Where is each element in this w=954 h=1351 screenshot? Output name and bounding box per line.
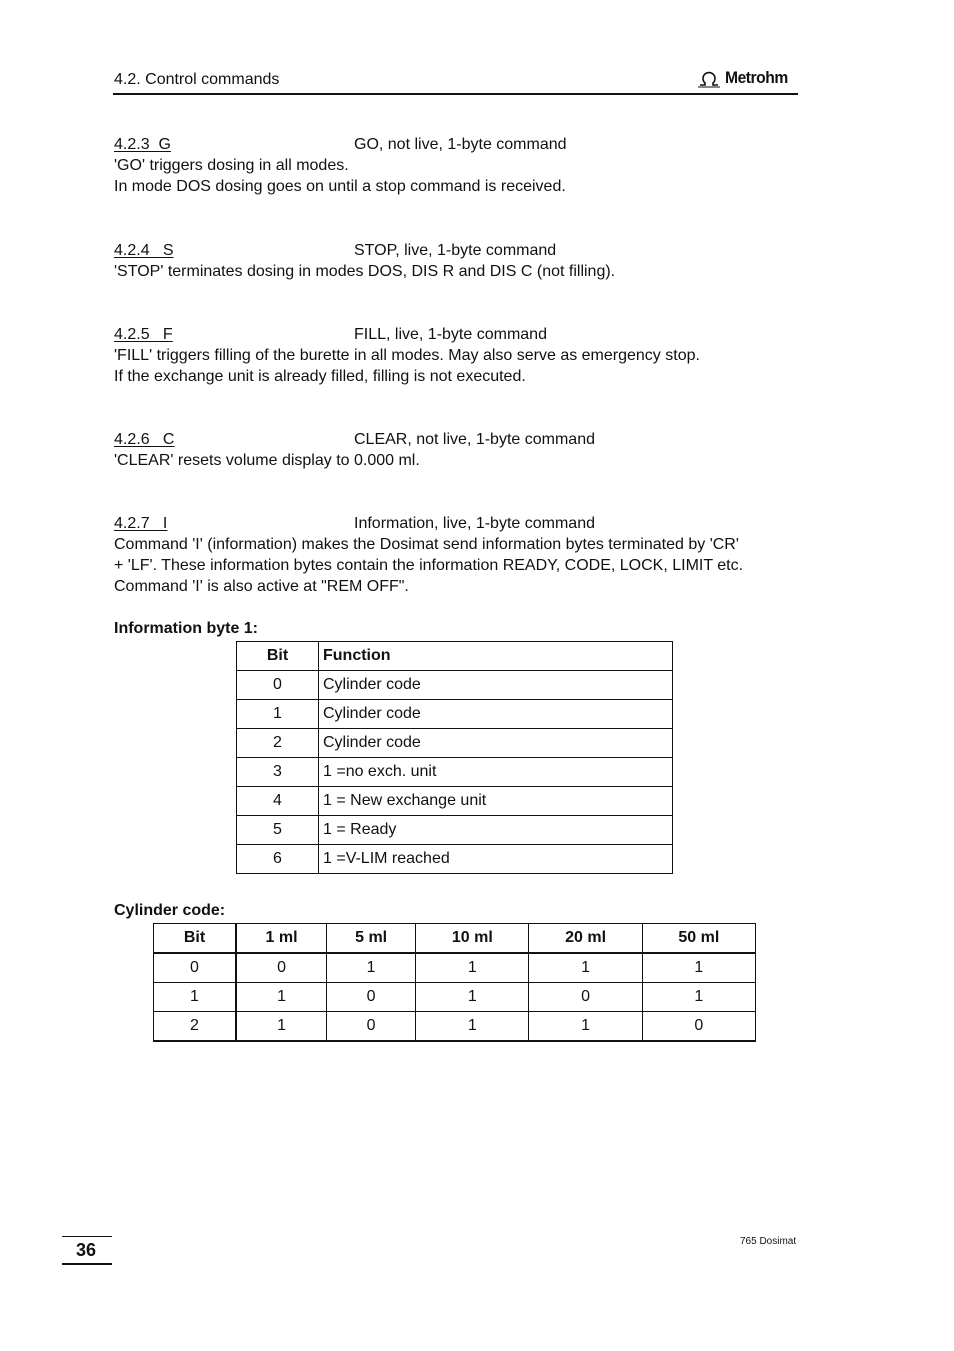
header-cell-10ml: 10 ml [416,924,529,954]
function-cell: Cylinder code [319,700,673,729]
header-divider [113,93,798,95]
section-body-line: Command 'I' is also active at "REM OFF". [114,578,409,595]
section-body-line: 'STOP' terminates dosing in modes DOS, DIS R and DIS C (not filling). [114,263,616,280]
header-cell-bit: Bit [237,642,319,671]
value-cell: 1 [642,953,755,983]
value-cell: 1 [642,983,755,1012]
info-byte-caption: Information byte 1: [114,620,259,637]
bit-cell: 0 [237,671,319,700]
table-header-row [154,924,756,954]
section-body-line: Command 'I' (information) makes the Dosimat send information bytes terminated by 'CR' [114,536,739,553]
section-description: STOP, live, 1-byte command [354,242,557,259]
section-go [114,134,804,197]
value-cell: 1 [416,983,529,1012]
section-clear [114,429,804,471]
table-row [237,671,673,700]
cylinder-code-table [153,923,756,1042]
section-description: CLEAR, not live, 1-byte command [354,431,595,448]
section-information [114,513,804,597]
table-row [237,845,673,874]
function-cell: 1 = New exchange unit [319,787,673,816]
value-cell: 1 [529,953,642,983]
value-cell: 1 [236,1012,327,1042]
footer-product-name: 765 Dosimat [740,1236,797,1247]
section-body-line: In mode DOS dosing goes on until a stop command is received. [114,178,566,195]
function-cell: Cylinder code [319,729,673,758]
section-number: 4.2.5 F [114,326,173,343]
bit-cell: 6 [237,845,319,874]
value-cell: 1 [236,983,327,1012]
value-cell: 0 [529,983,642,1012]
page-number: 36 [76,1240,97,1260]
header-cell-bit: Bit [154,924,237,954]
bit-cell: 2 [237,729,319,758]
section-number: 4.2.4 S [114,242,174,259]
function-cell: Cylinder code [319,671,673,700]
table-row [237,816,673,845]
section-number: 4.2.6 C [114,431,175,448]
section-description: GO, not live, 1-byte command [354,136,567,153]
logo-wordmark: Metrohm [725,68,788,87]
section-body-line: 'CLEAR' resets volume display to 0.000 ml. [114,452,420,469]
value-cell: 1 [416,1012,529,1042]
section-stop [114,240,804,282]
value-cell: 0 [327,1012,416,1042]
running-header-title: 4.2. Control commands [114,71,280,88]
table-row [154,953,756,983]
bit-cell: 3 [237,758,319,787]
table-row [237,700,673,729]
bit-cell: 1 [237,700,319,729]
section-description: Information, live, 1-byte command [354,515,595,532]
metrohm-logo [697,68,793,88]
bit-cell: 5 [237,816,319,845]
section-description: FILL, live, 1-byte command [354,326,547,343]
function-cell: 1 =V-LIM reached [319,845,673,874]
table-row [237,758,673,787]
header-cell-1ml: 1 ml [236,924,327,954]
value-cell: 0 [236,953,327,983]
value-cell: 0 [642,1012,755,1042]
table-row [237,787,673,816]
bit-cell: 1 [154,983,237,1012]
omega-logo-icon [697,68,721,88]
section-body-line: If the exchange unit is already filled, filling is not executed. [114,368,526,385]
bit-cell: 0 [154,953,237,983]
header-cell-20ml: 20 ml [529,924,642,954]
table-row [154,1012,756,1042]
value-cell: 1 [416,953,529,983]
section-number: 4.2.3 G [114,136,171,153]
cylinder-code-caption: Cylinder code: [114,902,226,919]
section-body-line: + 'LF'. These information bytes contain the information READY, CODE, LOCK, LIMIT etc. [114,557,744,574]
table-row [154,983,756,1012]
page-number-rule-bottom [62,1263,112,1265]
table-header-row [237,642,673,671]
page-number-rule-top [62,1236,112,1237]
header-cell-5ml: 5 ml [327,924,416,954]
section-fill [114,324,804,387]
table-row [237,729,673,758]
value-cell: 1 [529,1012,642,1042]
section-body-line: 'FILL' triggers filling of the burette in all modes. May also serve as emergency stop. [114,347,700,364]
function-cell: 1 = Ready [319,816,673,845]
header-cell-50ml: 50 ml [642,924,755,954]
info-byte-table [236,641,673,874]
section-body-line: 'GO' triggers dosing in all modes. [114,157,349,174]
header-cell-function: Function [319,642,673,671]
value-cell: 1 [327,953,416,983]
bit-cell: 2 [154,1012,237,1042]
bit-cell: 4 [237,787,319,816]
value-cell: 0 [327,983,416,1012]
function-cell: 1 =no exch. unit [319,758,673,787]
section-number: 4.2.7 I [114,515,168,532]
